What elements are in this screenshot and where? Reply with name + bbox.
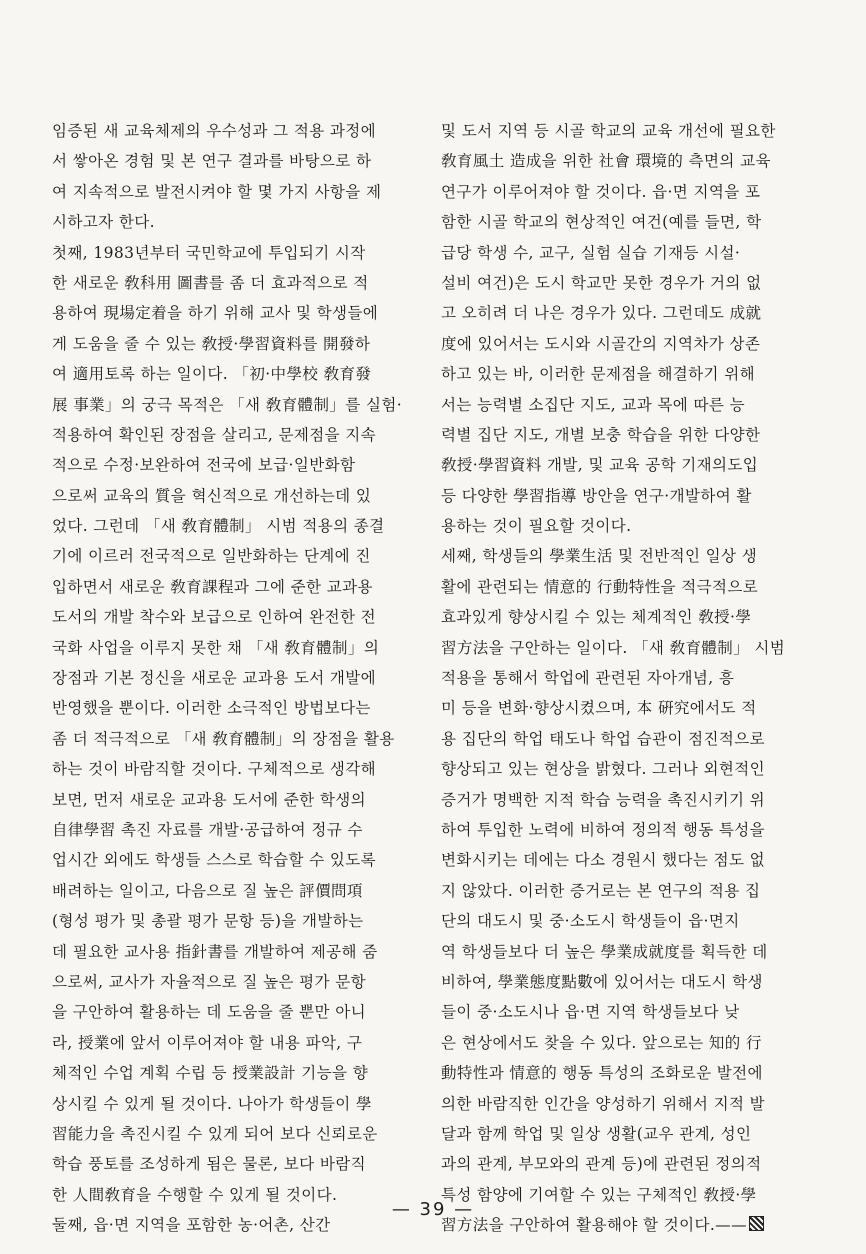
- text-line: 장점과 기본 정신을 새로운 교과용 도서 개발에: [52, 669, 377, 688]
- text-line: 敎授·學習資料 개발, 및 교육 공학 기재의도입: [441, 456, 759, 475]
- text-line: 첫째, 1983년부터 국민학교에 투입되기 시작: [52, 243, 366, 262]
- text-line: 체적인 수업 계획 수립 등 授業設計 기능을 향: [52, 1064, 369, 1083]
- text-line: 배려하는 일이고, 다음으로 질 높은 評價問項: [52, 881, 363, 900]
- text-line: 달과 함께 학업 및 일상 생활(교우 관계, 성인: [441, 1124, 752, 1143]
- text-line: 용하는 것이 필요할 것이다.: [441, 517, 632, 536]
- text-line: 하여 투입한 노력에 비하여 정의적 행동 특성을: [441, 820, 766, 839]
- text-line: 고 오히려 더 나은 경우가 있다. 그런데도 成就: [441, 304, 762, 323]
- text-line: 게 도움을 줄 수 있는 敎授·學習資料를 開發하: [52, 334, 371, 353]
- text-line: 향상되고 있는 현상을 밝혔다. 그러나 외현적인: [441, 760, 766, 779]
- text-line: (형성 평가 및 총괄 평가 문항 등)을 개발하는: [52, 912, 364, 931]
- text-line: 및 도서 지역 등 시골 학교의 교육 개선에 필요한: [441, 122, 776, 140]
- text-line: 둘째, 읍·면 지역을 포함한 농·어촌, 산간: [52, 1216, 331, 1235]
- text-line: 연구가 이루어져야 할 것이다. 읍·면 지역을 포: [441, 182, 761, 201]
- left-column: [52, 116, 412, 1240]
- right-column: [441, 116, 801, 1240]
- text-line: 급당 학생 수, 교구, 실험 실습 기재등 시설·: [441, 243, 741, 262]
- text-line: 데 필요한 교사용 指針書를 개발하여 제공해 줌: [52, 942, 378, 961]
- text-line: 미 등을 변화·향상시켰으며, 本 硏究에서도 적: [441, 699, 757, 718]
- text-line: 적으로 수정·보완하여 전국에 보급·일반화함: [52, 456, 356, 475]
- text-line: 적용을 통해서 학업에 관련된 자아개념, 흥: [441, 669, 735, 688]
- text-line: 하고 있는 바, 이러한 문제점을 해결하기 위해: [441, 365, 756, 384]
- text-line: 과의 관계, 부모와의 관계 등)에 관련된 정의적: [441, 1155, 762, 1174]
- text-line: 서 쌓아온 경험 및 본 연구 결과를 바탕으로 하: [52, 152, 372, 171]
- text-line: 自律學習 촉진 자료를 개발·공급하여 정규 수: [52, 820, 363, 839]
- text-line: 용 집단의 학업 태도나 학업 습관이 점진적으로: [441, 729, 766, 748]
- text-line: 을 구안하여 활용하는 데 도움을 줄 뿐만 아니: [52, 1003, 367, 1022]
- text-line: 함한 시골 학교의 현상적인 여건(예를 들면, 학: [441, 213, 762, 232]
- text-line: 변화시키는 데에는 다소 경원시 했다는 점도 없: [441, 851, 766, 870]
- text-line: 반영했을 뿐이다. 이러한 소극적인 방법보다는: [52, 699, 371, 718]
- text-line: 효과있게 향상시킬 수 있는 체계적인 敎授·學: [441, 608, 752, 627]
- text-line: 은 현상에서도 찾을 수 있다. 앞으로는 知的 行: [441, 1033, 762, 1052]
- text-line: 여 適用토록 하는 일이다. 「初·中學校 敎育發: [52, 365, 372, 384]
- text-line: 으로써 교육의 質을 혁신적으로 개선하는데 있: [52, 486, 372, 505]
- text-line: 었다. 그런데 「새 敎育體制」 시범 적용의 종결: [52, 517, 385, 536]
- text-line: 기에 이르러 전국적으로 일반화하는 단계에 진: [52, 547, 371, 566]
- text-line: 도서의 개발 착수와 보급으로 인하여 완전한 전: [52, 608, 377, 627]
- text-line: 좀 더 적극적으로 「새 敎育體制」의 장점을 활용: [52, 729, 395, 748]
- text-line: 으로써, 교사가 자율적으로 질 높은 평가 문항: [52, 972, 367, 991]
- text-line: 習方法을 구안하여 활용해야 할 것이다.——: [441, 1210, 801, 1240]
- text-line: 활에 관련되는 情意的 行動特性을 적극적으로: [441, 577, 759, 596]
- text-line: 展 事業」의 궁극 목적은 「새 敎育體制」를 실험·: [52, 395, 403, 414]
- text-line: 敎育風土 造成을 위한 社會 環境的 측면의 교육: [441, 152, 771, 171]
- text-line: 習能力을 촉진시킬 수 있게 되어 보다 신뢰로운: [52, 1124, 378, 1143]
- text-line: 국화 사업을 이루지 못한 채 「새 敎育體制」의: [52, 638, 380, 657]
- text-line: 단의 대도시 및 중·소도시 학생들이 읍·면지: [441, 912, 740, 931]
- text-line: 력별 집단 지도, 개별 보충 학습을 위한 다양한: [441, 425, 761, 444]
- text-line: 등 다양한 學習指導 방안을 연구·개발하여 활: [441, 486, 752, 505]
- page-number: — 39 —: [391, 1199, 475, 1220]
- text-line: 용하여 現場定着을 하기 위해 교사 및 학생들에: [52, 304, 379, 323]
- text-line: 習方法을 구안하는 일이다. 「새 敎育體制」 시범: [441, 638, 786, 657]
- text-line: 서는 능력별 소집단 지도, 교과 목에 따른 능: [441, 395, 745, 414]
- text-line: 임증된 새 교육체제의 우수성과 그 적용 과정에: [52, 122, 377, 140]
- text-line: 보면, 먼저 새로운 교과용 도서에 준한 학생의: [52, 790, 367, 809]
- text-line: 세째, 학생들의 學業生活 및 전반적인 일상 생: [441, 547, 758, 566]
- text-line: 라, 授業에 앞서 이루어져야 할 내용 파악, 구: [52, 1033, 363, 1052]
- text-line: 한 새로운 敎科用 圖書를 좀 더 효과적으로 적: [52, 273, 369, 292]
- text-line: 하는 것이 바람직할 것이다. 구체적으로 생각해: [52, 760, 377, 779]
- text-line: 動特性과 情意的 행동 특성의 조화로운 발전에: [441, 1064, 763, 1083]
- text-line: 학습 풍토를 조성하게 됨은 물론, 보다 바람직: [52, 1155, 367, 1174]
- text-line: 설비 여건)은 도시 학교만 못한 경우가 거의 없: [441, 273, 762, 292]
- text-line: 역 학생들보다 더 높은 學業成就度를 획득한 데: [441, 942, 768, 961]
- text-line: 시하고자 한다.: [52, 213, 155, 232]
- text-line: 들이 중·소도시나 읍·면 지역 학생들보다 낮: [441, 1003, 740, 1022]
- text-line: 특성 함양에 기여할 수 있는 구체적인 敎授·學: [441, 1185, 757, 1204]
- text-line: 업시간 외에도 학생들 스스로 학습할 수 있도록: [52, 851, 377, 870]
- text-line: 의한 바람직한 인간을 양성하기 위해서 지적 발: [441, 1094, 766, 1113]
- text-line: 度에 있어서는 도시와 시골간의 지역차가 상존: [441, 334, 761, 353]
- text-line: 한 人間敎育을 수행할 수 있게 될 것이다.: [52, 1185, 338, 1204]
- text-line: 여 지속적으로 발전시켜야 할 몇 가지 사항을 제: [52, 182, 382, 201]
- text-line: 적용하여 확인된 장점을 살리고, 문제점을 지속: [52, 425, 377, 444]
- text-line: 지 않았다. 이러한 증거로는 본 연구의 적용 집: [441, 881, 761, 900]
- text-line: 상시킬 수 있게 될 것이다. 나아가 학생들이 學: [52, 1094, 372, 1113]
- text-line: 입하면서 새로운 敎育課程과 그에 준한 교과용: [52, 577, 373, 596]
- text-line: 증거가 명백한 지적 학습 능력을 촉진시키기 위: [441, 790, 766, 809]
- text-line: 비하여, 學業態度點數에 있어서는 대도시 학생: [441, 972, 763, 991]
